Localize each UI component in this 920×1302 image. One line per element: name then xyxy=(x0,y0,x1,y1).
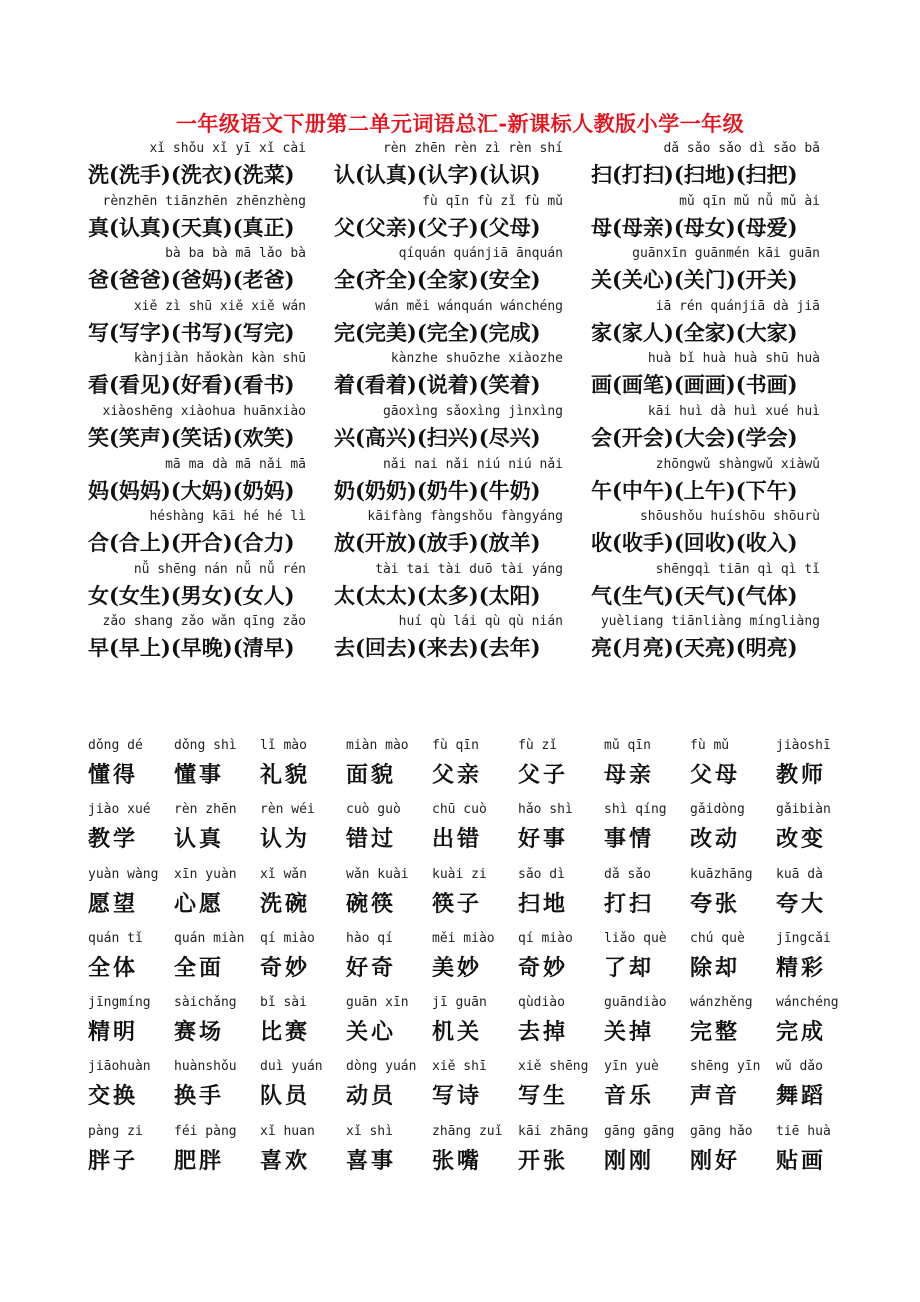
vocab-word xyxy=(518,1124,604,1188)
word-characters: 了却 xyxy=(604,954,655,981)
group-characters: 放(开放)(放手)(放羊) xyxy=(334,530,541,556)
word-pinyin: mǔ qīn xyxy=(604,738,651,753)
group-pinyin: rèn zhēn rèn zì rèn shí xyxy=(382,141,563,156)
group-characters: 妈(妈妈)(大妈)(奶妈) xyxy=(88,477,295,503)
word-characters: 洗碗 xyxy=(260,890,311,917)
vocab-word xyxy=(174,738,260,802)
word-pinyin: shēng yīn xyxy=(690,1059,761,1075)
vocab-word xyxy=(88,931,174,995)
vocab-word xyxy=(432,931,518,995)
group-pinyin: rènzhēn tiānzhēn zhēnzhèng xyxy=(102,193,306,209)
word-pinyin: gāng gāng xyxy=(604,1123,675,1139)
group-characters: 洗(洗手)(洗衣)(洗菜) xyxy=(88,162,295,187)
character-group xyxy=(591,299,848,352)
word-characters: 声音 xyxy=(690,1083,741,1110)
word-pinyin: cuò guò xyxy=(346,802,401,818)
vocab-word xyxy=(432,1124,518,1188)
word-characters: 夸大 xyxy=(776,890,827,917)
vocab-word xyxy=(260,802,346,866)
vocab-word xyxy=(88,738,174,802)
word-characters: 写诗 xyxy=(432,1083,483,1110)
word-pinyin: bǐ sài xyxy=(260,995,307,1011)
word-pinyin: wánzhěng xyxy=(690,995,753,1011)
character-group xyxy=(334,404,591,457)
word-characters: 肥胖 xyxy=(174,1147,225,1174)
word-characters: 换手 xyxy=(174,1083,225,1110)
group-characters: 女(女生)(男女)(女人) xyxy=(88,582,295,608)
vocab-word xyxy=(346,1124,432,1188)
word-pinyin: wánchéng xyxy=(776,995,839,1011)
word-characters: 精彩 xyxy=(776,954,827,981)
word-pinyin: kāi zhāng xyxy=(518,1123,589,1139)
word-pinyin: xǐ shì xyxy=(346,1123,393,1139)
word-characters: 喜事 xyxy=(346,1147,397,1174)
character-group xyxy=(334,614,591,667)
word-characters: 机关 xyxy=(432,1019,483,1046)
vocab-word xyxy=(260,1059,346,1123)
group-characters: 全(齐全)(全家)(安全) xyxy=(334,267,541,293)
group-characters: 收(收手)(回收)(收入) xyxy=(591,530,798,556)
vocab-word xyxy=(88,1059,174,1123)
character-group xyxy=(88,457,334,510)
word-characters: 事情 xyxy=(604,826,655,853)
group-characters: 关(关心)(关门)(开关) xyxy=(591,267,798,293)
character-groups-section xyxy=(88,141,848,667)
group-pinyin: yuèliang tiānliàng míngliàng xyxy=(600,614,820,630)
group-characters: 合(合上)(开合)(合力) xyxy=(88,530,295,556)
vocab-word xyxy=(604,1059,690,1123)
word-pinyin: yuàn wàng xyxy=(88,866,159,882)
group-pinyin: nǚ shēng nán nǚ nǚ rén xyxy=(133,561,306,577)
word-pinyin: quán tǐ xyxy=(88,930,143,946)
word-pinyin: chū cuò xyxy=(432,802,487,818)
vocab-word xyxy=(432,1059,518,1123)
group-characters: 家(家人)(全家)(大家) xyxy=(591,319,798,345)
word-pinyin: chú què xyxy=(690,930,745,946)
word-characters: 母亲 xyxy=(604,762,655,788)
word-pinyin: yīn yuè xyxy=(604,1059,659,1075)
group-pinyin: tài tai tài duō tài yáng xyxy=(375,561,563,577)
word-pinyin: qùdiào xyxy=(518,995,565,1011)
vocab-word xyxy=(776,738,862,802)
group-characters: 爸(爸爸)(爸妈)(老爸) xyxy=(88,267,295,293)
word-characters: 奇妙 xyxy=(260,954,311,981)
word-pinyin: měi miào xyxy=(432,930,495,946)
word-characters: 张嘴 xyxy=(432,1147,483,1174)
word-pinyin: jiāohuàn xyxy=(88,1059,151,1075)
character-group xyxy=(591,351,848,404)
word-pinyin: qí miào xyxy=(260,930,315,946)
character-group xyxy=(591,246,848,299)
vocab-word xyxy=(776,1124,862,1188)
group-characters: 奶(奶奶)(奶牛)(牛奶) xyxy=(334,477,541,503)
vocab-word xyxy=(776,995,862,1059)
word-characters: 关心 xyxy=(346,1019,397,1046)
group-pinyin: wán měi wánquán wánchéng xyxy=(375,298,563,314)
character-group xyxy=(88,614,334,667)
word-pinyin: dǒng shì xyxy=(174,738,237,753)
vocab-word xyxy=(690,995,776,1059)
group-pinyin: mā ma dà mā nǎi mā xyxy=(165,456,306,472)
character-group xyxy=(591,509,848,562)
vocab-word xyxy=(604,995,690,1059)
word-characters: 舞蹈 xyxy=(776,1083,827,1110)
word-pinyin: sǎo dì xyxy=(518,866,565,882)
word-characters: 动员 xyxy=(346,1083,397,1110)
word-pinyin: fù zǐ xyxy=(518,738,558,753)
word-pinyin: fù qīn xyxy=(432,738,479,753)
vocab-word xyxy=(346,1059,432,1123)
character-group xyxy=(334,562,591,615)
word-pinyin: tiē huà xyxy=(776,1123,831,1139)
group-characters: 母(母亲)(母女)(母爱) xyxy=(591,214,798,240)
word-pinyin: lǐ mào xyxy=(260,738,307,753)
word-pinyin: pàng zi xyxy=(88,1123,143,1139)
character-group xyxy=(334,509,591,562)
word-pinyin: fù mǔ xyxy=(690,738,730,753)
group-pinyin: shēngqì tiān qì qì tǐ xyxy=(655,561,820,577)
word-characters: 精明 xyxy=(88,1019,139,1046)
word-pinyin: jiàoshī xyxy=(776,738,831,753)
word-characters: 教学 xyxy=(88,826,139,853)
word-pinyin: xǐ huan xyxy=(260,1123,315,1139)
word-pinyin: dǎ sǎo xyxy=(604,866,651,882)
word-pinyin: xiě shī xyxy=(432,1059,487,1075)
character-group xyxy=(591,194,848,247)
vocab-word xyxy=(690,867,776,931)
group-characters: 真(认真)(天真)(真正) xyxy=(88,214,295,240)
word-characters: 碗筷 xyxy=(346,890,397,917)
vocab-word xyxy=(518,1059,604,1123)
word-characters: 好奇 xyxy=(346,954,397,981)
vocab-word xyxy=(174,867,260,931)
word-characters: 错过 xyxy=(346,826,397,853)
vocab-word xyxy=(174,802,260,866)
vocab-word xyxy=(604,1124,690,1188)
word-characters: 完整 xyxy=(690,1019,741,1046)
word-characters: 除却 xyxy=(690,954,741,981)
vocab-word xyxy=(604,931,690,995)
vocab-word xyxy=(346,802,432,866)
word-list-section xyxy=(88,738,848,1188)
word-characters: 刚刚 xyxy=(604,1147,655,1174)
group-characters: 亮(月亮)(天亮)(明亮) xyxy=(591,635,798,661)
word-pinyin: jiào xué xyxy=(88,802,151,818)
word-pinyin: shì qíng xyxy=(604,802,667,818)
group-characters: 太(太太)(太多)(太阳) xyxy=(334,582,541,608)
word-characters: 筷子 xyxy=(432,890,483,917)
group-characters: 扫(打扫)(扫地)(扫把) xyxy=(591,162,798,187)
word-pinyin: hǎo shì xyxy=(518,802,573,818)
word-pinyin: xīn yuàn xyxy=(174,866,237,882)
word-pinyin: hào qí xyxy=(346,930,393,946)
group-pinyin: qíquán quánjiā ānquán xyxy=(398,246,563,262)
vocab-word xyxy=(432,738,518,802)
group-pinyin: xiàoshēng xiàohua huānxiào xyxy=(102,403,306,419)
group-pinyin: guānxīn guānmén kāi guān xyxy=(632,246,820,262)
vocab-word xyxy=(690,1059,776,1123)
group-pinyin: huí qù lái qù qù nián xyxy=(398,614,563,630)
character-group xyxy=(334,457,591,510)
word-pinyin: gāng hǎo xyxy=(690,1123,753,1139)
character-group xyxy=(334,299,591,352)
word-characters: 完成 xyxy=(776,1019,827,1046)
page-title: 一年级语文下册第二单元词语总汇-新课标人教版小学一年级 xyxy=(175,111,745,136)
group-pinyin: bà ba bà mā lǎo bà xyxy=(165,246,306,262)
group-pinyin: fù qīn fù zǐ fù mǔ xyxy=(422,193,563,209)
group-pinyin: zhōngwǔ shàngwǔ xiàwǔ xyxy=(655,456,820,472)
word-characters: 胖子 xyxy=(88,1147,139,1174)
word-characters: 改变 xyxy=(776,826,827,853)
group-characters: 去(回去)(来去)(去年) xyxy=(334,635,541,661)
word-pinyin: rèn wéi xyxy=(260,802,315,818)
vocab-word xyxy=(174,995,260,1059)
group-pinyin: héshàng kāi hé hé lì xyxy=(149,509,306,525)
character-group xyxy=(591,404,848,457)
group-pinyin: nǎi nai nǎi niú niú nǎi xyxy=(382,456,563,472)
group-characters: 父(父亲)(父子)(父母) xyxy=(334,214,541,240)
character-group xyxy=(88,509,334,562)
vocab-word xyxy=(174,931,260,995)
group-characters: 笑(笑声)(笑话)(欢笑) xyxy=(88,424,295,450)
word-characters: 关掉 xyxy=(604,1019,655,1046)
group-characters: 认(认真)(认字)(认识) xyxy=(334,162,541,187)
character-group xyxy=(591,614,848,667)
word-pinyin: huànshǒu xyxy=(174,1059,237,1075)
character-group xyxy=(88,404,334,457)
word-characters: 交换 xyxy=(88,1083,139,1110)
group-pinyin: iā rén quánjiā dà jiā xyxy=(655,298,820,314)
vocab-word xyxy=(776,802,862,866)
group-pinyin: kànzhe shuōzhe xiàozhe xyxy=(390,351,563,367)
group-pinyin: xǐ shǒu xǐ yī xǐ cài xyxy=(149,141,306,156)
word-characters: 改动 xyxy=(690,826,741,853)
word-characters: 开张 xyxy=(518,1147,569,1174)
character-group xyxy=(334,351,591,404)
vocab-word xyxy=(88,1124,174,1188)
vocab-word xyxy=(690,738,776,802)
vocab-word xyxy=(260,995,346,1059)
vocab-word xyxy=(604,867,690,931)
vocab-word xyxy=(174,1059,260,1123)
vocab-word xyxy=(604,738,690,802)
group-characters: 画(画笔)(画画)(书画) xyxy=(591,372,798,398)
group-pinyin: kāifàng fàngshǒu fàngyáng xyxy=(367,509,563,525)
vocab-word xyxy=(88,802,174,866)
group-pinyin: kāi huì dà huì xué huì xyxy=(647,403,820,419)
word-pinyin: duì yuán xyxy=(260,1059,323,1075)
word-pinyin: qí miào xyxy=(518,930,573,946)
group-characters: 午(中午)(上午)(下午) xyxy=(591,477,798,503)
word-pinyin: zhāng zuǐ xyxy=(432,1123,503,1139)
group-characters: 会(开会)(大会)(学会) xyxy=(591,424,798,450)
group-pinyin: xiě zì shū xiě xiě wán xyxy=(133,298,306,314)
vocab-word xyxy=(518,995,604,1059)
vocab-word xyxy=(260,738,346,802)
group-characters: 早(早上)(早晚)(清早) xyxy=(88,635,295,661)
vocab-word xyxy=(346,931,432,995)
word-pinyin: féi pàng xyxy=(174,1123,237,1139)
word-characters: 懂事 xyxy=(174,762,225,788)
character-group xyxy=(88,194,334,247)
word-pinyin: gǎidòng xyxy=(690,802,745,818)
group-pinyin: kànjiàn hǎokàn kàn shū xyxy=(133,351,306,367)
word-characters: 面貌 xyxy=(346,762,397,788)
character-group xyxy=(591,457,848,510)
word-characters: 父子 xyxy=(518,762,569,788)
character-group xyxy=(591,141,848,194)
word-characters: 心愿 xyxy=(174,890,225,917)
word-pinyin: miàn mào xyxy=(346,738,409,753)
word-characters: 父亲 xyxy=(432,762,483,788)
vocab-word xyxy=(346,867,432,931)
word-pinyin: kuài zi xyxy=(432,866,487,882)
word-characters: 音乐 xyxy=(604,1083,655,1110)
vocab-word xyxy=(776,1059,862,1123)
vocab-word xyxy=(432,867,518,931)
vocab-word xyxy=(174,1124,260,1188)
word-pinyin: xǐ wǎn xyxy=(260,866,307,882)
word-characters: 队员 xyxy=(260,1083,311,1110)
word-characters: 全面 xyxy=(174,954,225,981)
vocab-word xyxy=(432,802,518,866)
word-characters: 夸张 xyxy=(690,890,741,917)
group-pinyin: zǎo shang zǎo wǎn qīng zǎo xyxy=(102,614,306,630)
character-group xyxy=(88,141,334,194)
vocab-word xyxy=(690,1124,776,1188)
vocab-word xyxy=(88,867,174,931)
group-characters: 看(看见)(好看)(看书) xyxy=(88,372,295,398)
vocab-word xyxy=(518,931,604,995)
character-group xyxy=(88,299,334,352)
word-pinyin: kuāzhāng xyxy=(690,866,753,882)
word-characters: 刚好 xyxy=(690,1147,741,1174)
word-characters: 认为 xyxy=(260,826,311,853)
vocab-word xyxy=(518,867,604,931)
vocab-word xyxy=(260,931,346,995)
vocab-word xyxy=(260,867,346,931)
word-characters: 写生 xyxy=(518,1083,569,1110)
word-pinyin: wǎn kuài xyxy=(346,866,409,882)
word-characters: 赛场 xyxy=(174,1019,225,1046)
character-group xyxy=(88,351,334,404)
group-characters: 完(完美)(完全)(完成) xyxy=(334,319,541,345)
vocab-word xyxy=(690,931,776,995)
word-characters: 扫地 xyxy=(518,890,569,917)
word-pinyin: jīngmíng xyxy=(88,995,151,1011)
group-pinyin: dǎ sǎo sǎo dì sǎo bǎ xyxy=(663,141,820,156)
character-group xyxy=(334,194,591,247)
word-pinyin: guāndiào xyxy=(604,995,667,1011)
word-characters: 奇妙 xyxy=(518,954,569,981)
word-characters: 认真 xyxy=(174,826,225,853)
group-characters: 气(生气)(天气)(气体) xyxy=(591,582,798,608)
word-pinyin: wǔ dǎo xyxy=(776,1059,823,1075)
group-characters: 写(写字)(书写)(写完) xyxy=(88,319,295,345)
word-pinyin: quán miàn xyxy=(174,930,245,946)
word-pinyin: xiě shēng xyxy=(518,1059,589,1075)
word-pinyin: rèn zhēn xyxy=(174,802,237,818)
vocab-word xyxy=(604,802,690,866)
character-group xyxy=(334,246,591,299)
word-pinyin: guān xīn xyxy=(346,995,409,1011)
word-pinyin: dòng yuán xyxy=(346,1059,417,1075)
word-characters: 懂得 xyxy=(88,762,139,788)
vocab-word xyxy=(346,738,432,802)
word-pinyin: jī guān xyxy=(432,995,487,1011)
vocab-word xyxy=(260,1124,346,1188)
word-characters: 贴画 xyxy=(776,1147,827,1174)
word-pinyin: sàichǎng xyxy=(174,995,237,1011)
word-pinyin: kuā dà xyxy=(776,866,823,882)
word-characters: 礼貌 xyxy=(260,762,311,788)
vocab-word xyxy=(776,931,862,995)
vocab-word xyxy=(518,738,604,802)
word-pinyin: jīngcǎi xyxy=(776,930,831,946)
group-characters: 着(看着)(说着)(笑着) xyxy=(334,372,541,398)
word-characters: 美妙 xyxy=(432,954,483,981)
word-pinyin: liǎo què xyxy=(604,930,667,946)
word-characters: 喜欢 xyxy=(260,1147,311,1174)
word-characters: 打扫 xyxy=(604,890,655,917)
vocab-word xyxy=(690,802,776,866)
character-group xyxy=(88,246,334,299)
character-group xyxy=(591,562,848,615)
word-characters: 愿望 xyxy=(88,890,139,917)
word-characters: 父母 xyxy=(690,762,741,788)
word-characters: 去掉 xyxy=(518,1019,569,1046)
vocab-word xyxy=(346,995,432,1059)
word-pinyin: dǒng dé xyxy=(88,738,143,753)
word-characters: 全体 xyxy=(88,954,139,981)
word-pinyin: gǎibiàn xyxy=(776,802,831,818)
group-pinyin: huà bǐ huà huà shū huà xyxy=(647,351,820,367)
word-characters: 好事 xyxy=(518,826,569,853)
group-pinyin: gāoxìng sǎoxìng jìnxìng xyxy=(382,403,563,419)
group-pinyin: shōushǒu huíshōu shōurù xyxy=(639,509,820,525)
word-characters: 出错 xyxy=(432,826,483,853)
character-group xyxy=(334,141,591,194)
vocab-word xyxy=(776,867,862,931)
word-characters: 教师 xyxy=(776,762,827,788)
vocab-word xyxy=(518,802,604,866)
word-characters: 比赛 xyxy=(260,1019,311,1046)
vocab-word xyxy=(88,995,174,1059)
character-group xyxy=(88,562,334,615)
group-characters: 兴(高兴)(扫兴)(尽兴) xyxy=(334,424,541,450)
vocab-word xyxy=(432,995,518,1059)
group-pinyin: mǔ qīn mǔ nǚ mǔ ài xyxy=(679,193,820,209)
